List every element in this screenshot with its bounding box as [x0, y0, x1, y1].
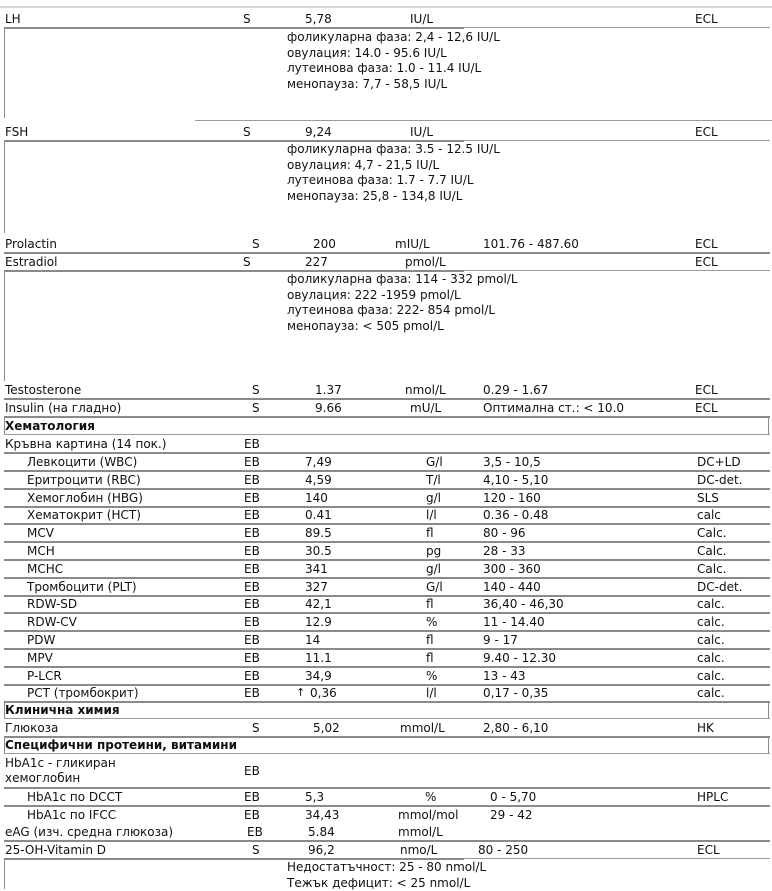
row-divider [195, 120, 772, 121]
result-value: 227 [305, 255, 328, 269]
result-unit: mIU/L [395, 237, 430, 251]
note-line: менопауза: 25,8 - 134,8 IU/L [287, 189, 500, 205]
method: Calc. [697, 544, 726, 558]
row-divider [4, 630, 770, 632]
section-border [768, 417, 769, 434]
row-divider [4, 27, 464, 29]
reference-range: 28 - 33 [483, 544, 526, 558]
result-value: 34,43 [305, 808, 339, 822]
test-name: FSH [5, 125, 28, 139]
result-value: 5,78 [305, 12, 332, 26]
result-unit: fl [426, 597, 434, 611]
result-value: 5.84 [308, 825, 335, 839]
note-border [4, 141, 5, 233]
result-value: 11.1 [305, 651, 332, 665]
result-unit: G/l [426, 455, 443, 469]
sample-type: EB [244, 808, 260, 822]
reference-range: Оптимална ст.: < 10.0 [483, 401, 624, 415]
method: ECL [695, 383, 718, 397]
sample-type: S [252, 721, 260, 735]
result-value: 200 [313, 237, 336, 251]
sample-type: EB [244, 651, 260, 665]
note-line: Тежък дефицит: < 25 nmol/L [287, 876, 486, 891]
result-unit: nmol/L [405, 383, 446, 397]
note-line: фоликуларна фаза: 114 - 332 pmol/L [287, 272, 518, 288]
method: Calc. [697, 562, 726, 576]
test-name: Хематокрит (HCT) [27, 508, 141, 522]
method: calc. [697, 686, 725, 700]
reference-range: 101.76 - 487.60 [483, 237, 579, 251]
sample-type: EB [244, 437, 260, 451]
reference-range: 11 - 14.40 [483, 615, 545, 629]
method: HPLC [697, 790, 728, 804]
test-group-name: Кръвна картина (14 пок.) [5, 437, 166, 451]
result-unit: l/l [426, 508, 437, 522]
result-value: 30.5 [305, 544, 332, 558]
sample-type: EB [247, 825, 263, 839]
result-unit: % [426, 615, 437, 629]
method: HK [697, 721, 714, 735]
test-name: PCT (тромбокрит) [27, 686, 139, 700]
result-unit: IU/L [410, 125, 433, 139]
row-divider [4, 452, 770, 454]
result-value: 12.9 [305, 615, 332, 629]
sample-type: S [252, 237, 260, 251]
note-line: лутеинова фаза: 222- 854 pmol/L [287, 303, 518, 319]
method: SLS [697, 491, 719, 505]
test-name: eAG (изч. средна глюкоза) [5, 825, 173, 839]
method: calc. [697, 615, 725, 629]
reference-range: 36,40 - 46,30 [483, 597, 564, 611]
test-name: 25-OH-Vitamin D [5, 843, 106, 857]
test-name: MCHC [27, 562, 63, 576]
note-line: лутеинова фаза: 1.0 - 11.4 IU/L [287, 61, 500, 77]
section-divider [4, 753, 770, 754]
reference-range: 4,10 - 5,10 [483, 473, 548, 487]
sample-type: S [243, 12, 251, 26]
row-divider [4, 577, 770, 579]
note-line: менопауза: 7,7 - 58,5 IU/L [287, 77, 500, 93]
reference-range: 9.40 - 12.30 [483, 651, 556, 665]
reference-range: 2,80 - 6,10 [483, 721, 548, 735]
result-value: 9,24 [305, 125, 332, 139]
sample-type: EB [244, 491, 260, 505]
result-unit: l/l [426, 686, 437, 700]
test-name: HbA1c по IFCC [27, 808, 116, 822]
section-title-chemistry: Клинична химия [5, 703, 120, 717]
result-unit: % [426, 669, 437, 683]
section-divider [4, 718, 770, 719]
note-border [4, 859, 5, 889]
test-name: Еритроцити (RBC) [27, 473, 141, 487]
reference-range: 300 - 360 [483, 562, 541, 576]
result-value: 0.41 [305, 508, 332, 522]
row-divider [464, 858, 770, 859]
test-name: Левкоцити (WBC) [27, 455, 137, 469]
row-divider [4, 595, 770, 597]
result-value: 14 [305, 633, 320, 647]
sample-type: EB [244, 633, 260, 647]
method: DC+LD [697, 455, 741, 469]
method: ECL [695, 125, 718, 139]
result-unit: fl [426, 651, 434, 665]
method: calc [697, 508, 721, 522]
sample-type: EB [244, 790, 260, 804]
method: ECL [695, 401, 718, 415]
sample-type: S [252, 401, 260, 415]
test-group-name-line1: HbA1c - гликиран [5, 756, 116, 770]
result-value: 89.5 [305, 526, 332, 540]
section-border [768, 702, 769, 718]
row-divider [4, 559, 770, 561]
test-name: Testosterone [5, 383, 81, 397]
result-unit: G/l [426, 580, 443, 594]
row-divider [4, 398, 770, 400]
reference-range: 3,5 - 10,5 [483, 455, 541, 469]
section-border [768, 737, 769, 753]
method: calc. [697, 633, 725, 647]
method: ECL [695, 237, 718, 251]
note-line: лутеинова фаза: 1.7 - 7.7 IU/L [287, 173, 500, 189]
reference-range: 80 - 250 [478, 843, 528, 857]
section-divider [4, 434, 770, 435]
result-unit: mU/L [410, 401, 441, 415]
row-divider [464, 140, 770, 141]
result-unit: pmol/L [405, 255, 446, 269]
row-divider [464, 27, 770, 28]
note-border [4, 271, 5, 381]
method: ECL [697, 843, 720, 857]
result-unit: g/l [426, 491, 441, 505]
note-line: овулация: 4,7 - 21,5 IU/L [287, 158, 500, 174]
sample-type: EB [244, 473, 260, 487]
reference-range: 0 - 5,70 [490, 790, 536, 804]
test-name: Insulin (на гладно) [5, 401, 121, 415]
sample-type: EB [244, 508, 260, 522]
row-divider [4, 470, 770, 472]
row-divider [4, 416, 770, 418]
note-border [4, 28, 5, 118]
sample-type: EB [244, 544, 260, 558]
result-value: 0,36 [310, 686, 337, 700]
test-name: Тромбоцити (PLT) [27, 580, 137, 594]
row-divider [4, 666, 770, 668]
test-name: LH [5, 12, 21, 26]
reference-range: 0.36 - 0.48 [483, 508, 548, 522]
result-value: 7,49 [305, 455, 332, 469]
method: DC-det. [697, 580, 742, 594]
row-divider [4, 787, 770, 789]
result-value: 9.66 [315, 401, 342, 415]
result-unit: IU/L [410, 12, 433, 26]
sample-type: EB [244, 562, 260, 576]
result-value: 42,1 [305, 597, 332, 611]
row-divider [4, 541, 770, 543]
row-divider [4, 805, 770, 807]
note-line: овулация: 222 -1959 pmol/L [287, 288, 518, 304]
note-line: овулация: 14.0 - 95.6 IU/L [287, 46, 500, 62]
reference-range: 13 - 43 [483, 669, 526, 683]
note-line: Недостатъчност: 25 - 80 nmol/L [287, 860, 486, 876]
row-divider [4, 252, 770, 254]
result-unit: fl [426, 526, 434, 540]
result-value: 5,02 [313, 721, 340, 735]
reference-notes-fsh [287, 142, 500, 204]
result-unit: fl [426, 633, 434, 647]
result-unit: mmol/mol [398, 808, 458, 822]
row-divider [4, 523, 770, 525]
row-divider [4, 648, 770, 650]
reference-notes-vitamin-d [287, 860, 486, 891]
sample-type: S [252, 843, 260, 857]
section-title-hematology: Хематология [5, 419, 95, 433]
result-unit: pg [426, 544, 441, 558]
test-name: HbA1c по DCCT [27, 790, 122, 804]
test-name: RDW-SD [27, 597, 77, 611]
result-unit: T/l [426, 473, 441, 487]
note-line: фоликуларна фаза: 3.5 - 12.5 IU/L [287, 142, 500, 158]
result-value: 34,9 [305, 669, 332, 683]
test-name: Глюкоза [5, 721, 58, 735]
method: DC-det. [697, 473, 742, 487]
note-line: фоликуларна фаза: 2,4 - 12,6 IU/L [287, 30, 500, 46]
reference-range: 9 - 17 [483, 633, 518, 647]
row-divider [4, 612, 770, 614]
reference-range: 29 - 42 [490, 808, 533, 822]
high-flag-arrow-icon: ↑ [296, 686, 305, 700]
row-divider [464, 270, 770, 271]
result-value: 4,59 [305, 473, 332, 487]
result-value: 96,2 [308, 843, 335, 857]
reference-notes-lh [287, 30, 500, 92]
sample-type: EB [244, 686, 260, 700]
sample-type: S [252, 383, 260, 397]
method: calc. [697, 669, 725, 683]
test-name: MCV [27, 526, 54, 540]
result-value: 5,3 [305, 790, 324, 804]
reference-range: 120 - 160 [483, 491, 541, 505]
test-name: RDW-CV [27, 615, 77, 629]
method: calc. [697, 651, 725, 665]
test-name: MCH [27, 544, 55, 558]
sample-type: EB [244, 455, 260, 469]
note-line: менопауза: < 505 pmol/L [287, 319, 518, 335]
sample-type: EB [244, 764, 260, 778]
row-divider [4, 488, 770, 490]
section-title-proteins: Специфични протеини, витамини [5, 738, 237, 752]
sample-type: S [243, 125, 251, 139]
method: calc. [697, 597, 725, 611]
test-name: PDW [27, 633, 55, 647]
top-divider [0, 6, 772, 8]
result-unit: mmol/L [400, 721, 445, 735]
result-unit: mmol/L [398, 825, 443, 839]
test-name: MPV [27, 651, 53, 665]
result-unit: % [425, 790, 436, 804]
reference-notes-estradiol [287, 272, 518, 334]
reference-range: 140 - 440 [483, 580, 541, 594]
method: ECL [695, 12, 718, 26]
row-divider [4, 840, 770, 842]
sample-type: EB [244, 580, 260, 594]
sample-type: S [243, 255, 251, 269]
result-value: 341 [305, 562, 328, 576]
test-name: Prolactin [5, 237, 57, 251]
sample-type: EB [244, 669, 260, 683]
reference-range: 0.29 - 1.67 [483, 383, 548, 397]
test-name: P-LCR [27, 669, 62, 683]
reference-range: 80 - 96 [483, 526, 526, 540]
result-unit: nmo/L [400, 843, 437, 857]
test-name: Estradiol [5, 255, 57, 269]
result-value: 327 [305, 580, 328, 594]
test-group-name-line2: хемоглобин [5, 771, 80, 785]
test-name: Хемоглобин (HBG) [27, 491, 143, 505]
method: Calc. [697, 526, 726, 540]
sample-type: EB [244, 597, 260, 611]
reference-range: 0,17 - 0,35 [483, 686, 548, 700]
result-value: 140 [305, 491, 328, 505]
method: ECL [695, 255, 718, 269]
sample-type: EB [244, 615, 260, 629]
sample-type: EB [244, 526, 260, 540]
result-value: 1.37 [315, 383, 342, 397]
result-unit: g/l [426, 562, 441, 576]
